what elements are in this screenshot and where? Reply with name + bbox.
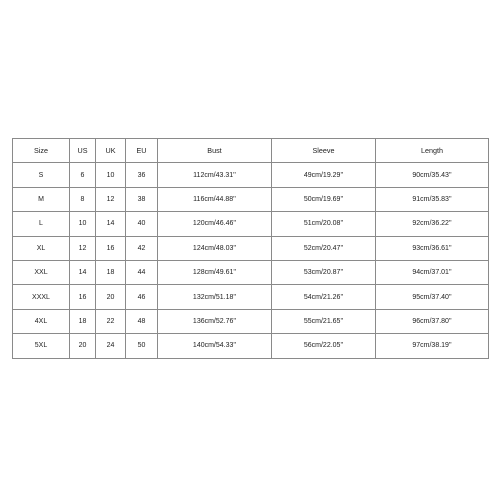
header-eu: EU (126, 139, 158, 163)
cell-length: 94cm/37.01'' (376, 260, 489, 284)
size-chart-table (12, 138, 489, 359)
table-row (13, 212, 489, 236)
cell-us: 10 (70, 212, 96, 236)
table-row (13, 163, 489, 187)
cell-eu: 38 (126, 187, 158, 211)
cell-us: 8 (70, 187, 96, 211)
cell-length: 90cm/35.43'' (376, 163, 489, 187)
cell-uk: 16 (96, 236, 126, 260)
cell-length: 91cm/35.83'' (376, 187, 489, 211)
cell-uk: 10 (96, 163, 126, 187)
cell-length: 97cm/38.19'' (376, 334, 489, 358)
cell-uk: 14 (96, 212, 126, 236)
cell-size: 5XL (13, 334, 70, 358)
cell-eu: 44 (126, 260, 158, 284)
cell-sleeve: 54cm/21.26'' (272, 285, 376, 309)
cell-bust: 128cm/49.61'' (158, 260, 272, 284)
cell-sleeve: 50cm/19.69'' (272, 187, 376, 211)
cell-size: XXXL (13, 285, 70, 309)
cell-bust: 136cm/52.76'' (158, 309, 272, 333)
cell-sleeve: 56cm/22.05'' (272, 334, 376, 358)
cell-bust: 124cm/48.03'' (158, 236, 272, 260)
cell-bust: 116cm/44.88'' (158, 187, 272, 211)
cell-sleeve: 53cm/20.87'' (272, 260, 376, 284)
table-row (13, 334, 489, 358)
cell-length: 93cm/36.61'' (376, 236, 489, 260)
header-uk: UK (96, 139, 126, 163)
cell-us: 18 (70, 309, 96, 333)
cell-size: M (13, 187, 70, 211)
cell-uk: 12 (96, 187, 126, 211)
cell-bust: 112cm/43.31'' (158, 163, 272, 187)
cell-us: 6 (70, 163, 96, 187)
cell-length: 96cm/37.80'' (376, 309, 489, 333)
cell-size: S (13, 163, 70, 187)
cell-us: 12 (70, 236, 96, 260)
table-row (13, 309, 489, 333)
cell-length: 92cm/36.22'' (376, 212, 489, 236)
cell-eu: 46 (126, 285, 158, 309)
table-row (13, 187, 489, 211)
cell-eu: 36 (126, 163, 158, 187)
table-row (13, 236, 489, 260)
cell-us: 16 (70, 285, 96, 309)
header-bust: Bust (158, 139, 272, 163)
cell-us: 20 (70, 334, 96, 358)
cell-eu: 40 (126, 212, 158, 236)
table-row (13, 285, 489, 309)
cell-uk: 18 (96, 260, 126, 284)
cell-bust: 132cm/51.18'' (158, 285, 272, 309)
header-sleeve: Sleeve (272, 139, 376, 163)
cell-size: XL (13, 236, 70, 260)
cell-uk: 22 (96, 309, 126, 333)
header-size: Size (13, 139, 70, 163)
cell-size: 4XL (13, 309, 70, 333)
cell-sleeve: 49cm/19.29'' (272, 163, 376, 187)
cell-eu: 48 (126, 309, 158, 333)
header-us: US (70, 139, 96, 163)
cell-sleeve: 55cm/21.65'' (272, 309, 376, 333)
cell-bust: 120cm/46.46'' (158, 212, 272, 236)
cell-length: 95cm/37.40'' (376, 285, 489, 309)
header-length: Length (376, 139, 489, 163)
cell-size: L (13, 212, 70, 236)
cell-uk: 24 (96, 334, 126, 358)
table-row (13, 260, 489, 284)
cell-uk: 20 (96, 285, 126, 309)
cell-us: 14 (70, 260, 96, 284)
cell-sleeve: 52cm/20.47'' (272, 236, 376, 260)
cell-eu: 42 (126, 236, 158, 260)
cell-bust: 140cm/54.33'' (158, 334, 272, 358)
cell-eu: 50 (126, 334, 158, 358)
cell-sleeve: 51cm/20.08'' (272, 212, 376, 236)
cell-size: XXL (13, 260, 70, 284)
header-row (13, 139, 489, 163)
